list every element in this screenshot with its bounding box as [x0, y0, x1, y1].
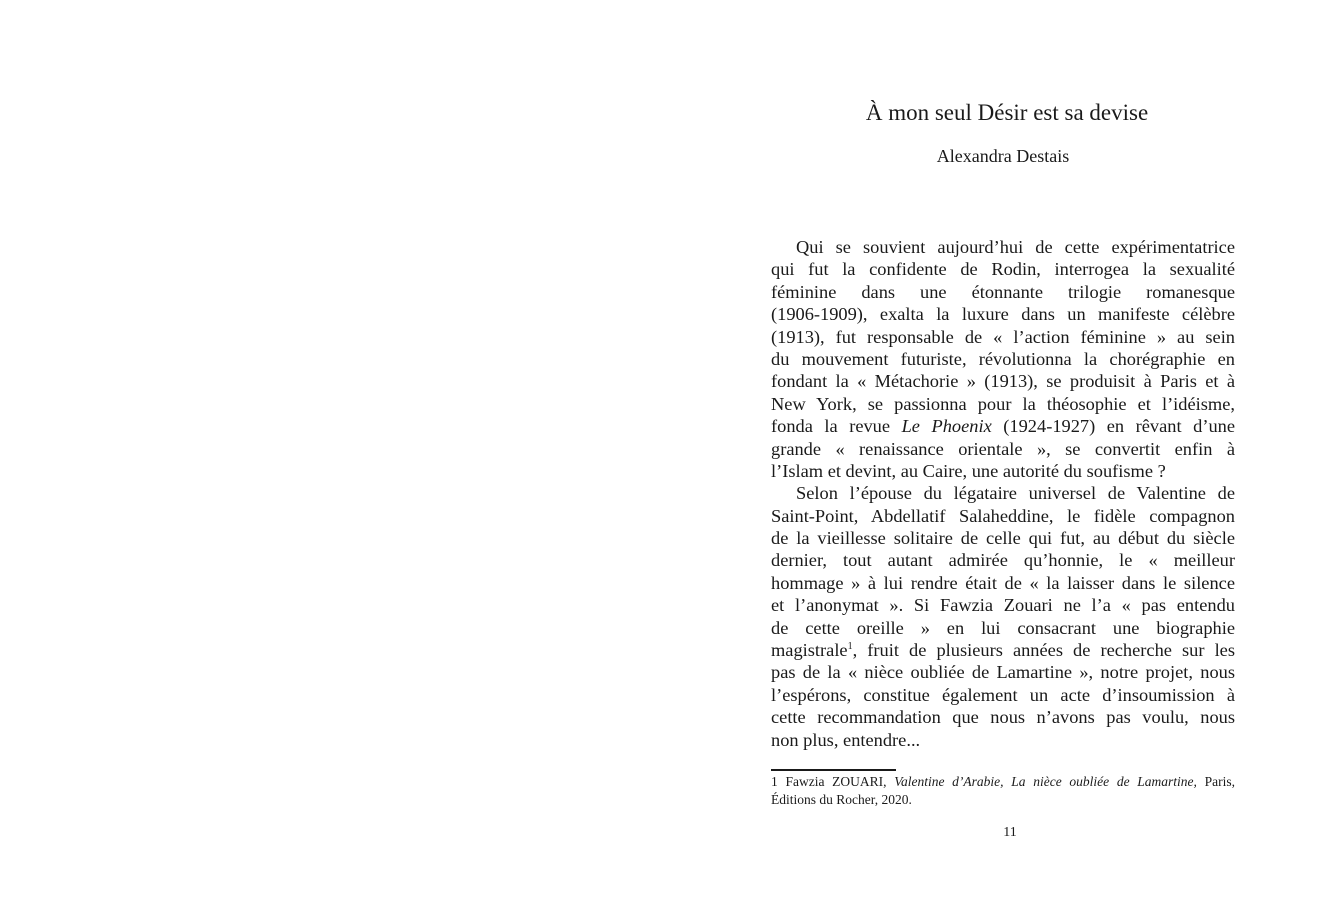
- text-line: [771, 460, 1235, 482]
- text-segment: féminine dans une étonnante trilogie romanesque: [771, 281, 1235, 302]
- text-segment: (1913), fut responsable de « l’action féminine » au sein: [771, 326, 1235, 347]
- text-line: [771, 393, 1235, 415]
- text-segment: et l’anonymat ». Si Fawzia Zouari ne l’a « pas entendu: [771, 595, 1235, 616]
- text-segment: Selon l’épouse du légataire universel de Valentine de: [796, 483, 1235, 504]
- footnote-ref: 1: [847, 641, 853, 653]
- text-segment: de cette oreille » en lui consacrant une biographie: [771, 617, 1235, 638]
- text-segment: Paris,: [1196, 774, 1236, 789]
- text-segment: pas de la « nièce oubliée de Lamartine », notre projet, nous: [771, 662, 1235, 683]
- text-segment: (1924-1927) en rêvant d’une: [991, 416, 1235, 437]
- text-line: [771, 303, 1235, 325]
- text-line: [771, 549, 1235, 571]
- text-line: [771, 236, 1235, 258]
- page-number: 11: [1003, 825, 1017, 840]
- text-segment: New York, se passionna pour la théosophie et l’idéisme,: [771, 393, 1235, 414]
- text-segment: 1 Fawzia ZOUARI,: [771, 774, 895, 789]
- text-segment: (1906-1909), exalta la luxure dans un manifeste célèbre: [771, 304, 1235, 325]
- text-line: [771, 572, 1235, 594]
- text-segment: hommage » à lui rendre était de « la laisser dans le silence: [771, 572, 1235, 593]
- text-line: [771, 482, 1235, 504]
- text-line: [771, 348, 1235, 370]
- text-segment: grande « renaissance orientale », se convertit enfin à: [771, 438, 1235, 459]
- author-name: Alexandra Destais: [936, 146, 1070, 166]
- text-segment: , fruit de plusieurs années de recherche sur les: [852, 640, 1235, 661]
- footnote-divider: [771, 769, 896, 771]
- text-line: [771, 617, 1235, 639]
- text-line: [771, 527, 1235, 549]
- text-line: [771, 594, 1235, 616]
- text-line: [771, 706, 1235, 728]
- text-segment: non plus, entendre...: [771, 729, 921, 750]
- italic-text: Valentine d’Arabie, La nièce oubliée de Lamartine,: [894, 774, 1197, 789]
- text-segment: Éditions du Rocher, 2020.: [771, 792, 912, 807]
- chapter-title: À mon seul Désir est sa devise: [865, 100, 1149, 125]
- footnote: [771, 773, 1235, 809]
- text-line: [771, 639, 1235, 661]
- text-segment: Saint-Point, Abdellatif Salaheddine, le fidèle compagnon: [771, 505, 1235, 526]
- text-segment: fondant la « Métachorie » (1913), se produisit à Paris et à: [771, 371, 1235, 392]
- text-line: [771, 791, 1235, 809]
- text-line: [771, 684, 1235, 706]
- text-line: [771, 415, 1235, 437]
- text-line: [771, 281, 1235, 303]
- text-line: [771, 505, 1235, 527]
- text-segment: magistrale: [771, 640, 848, 661]
- text-segment: Qui se souvient aujourd’hui de cette expérimentatrice: [796, 237, 1235, 257]
- text-line: [771, 370, 1235, 392]
- text-line: [771, 661, 1235, 683]
- text-segment: l’Islam et devint, au Caire, une autorité du soufisme ?: [771, 460, 1166, 481]
- body-text: [771, 236, 1235, 751]
- italic-text: Le Phoenix: [901, 416, 992, 437]
- text-segment: fonda la revue: [771, 416, 902, 437]
- text-segment: cette recommandation que nous n’avons pas voulu, nous: [771, 707, 1235, 728]
- text-line: [771, 438, 1235, 460]
- text-segment: dernier, tout autant admirée qu’honnie, le « meilleur: [771, 550, 1235, 571]
- text-segment: l’espérons, constitue également un acte d’insoumission à: [771, 684, 1235, 705]
- text-segment: qui fut la confidente de Rodin, interrogea la sexualité: [771, 259, 1235, 280]
- text-segment: de la vieillesse solitaire de celle qui fut, au début du siècle: [771, 528, 1235, 549]
- text-line: [771, 326, 1235, 348]
- text-segment: du mouvement futuriste, révolutionna la chorégraphie en: [771, 348, 1235, 369]
- text-line: [771, 258, 1235, 280]
- text-line: [771, 773, 1235, 791]
- text-line: [771, 729, 1235, 751]
